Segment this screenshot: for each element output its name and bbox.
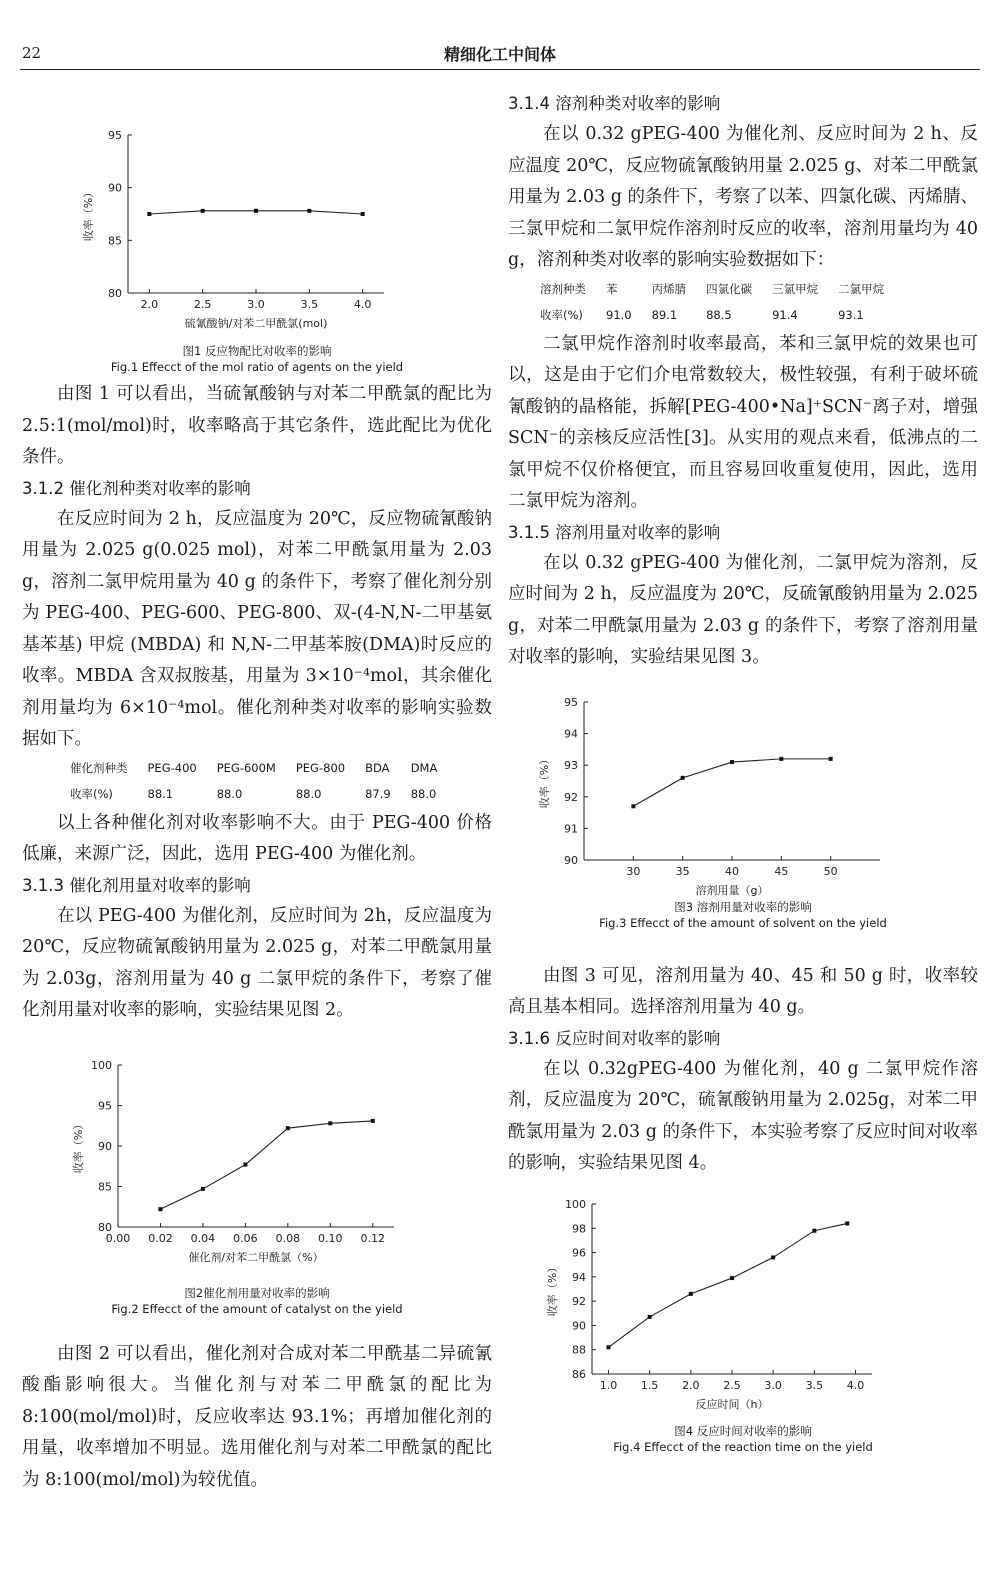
data-point: [779, 756, 783, 760]
table-cell: 88.0: [216, 786, 243, 801]
y-tick-label: 95: [564, 695, 578, 709]
table-cell: PEG-600M: [216, 760, 276, 775]
table-cell: 89.1: [651, 307, 678, 322]
x-tick-label: 1.0: [599, 1378, 618, 1392]
fig3-caption-en: Fig.3 Effecct of the amount of solvent on the yield: [599, 915, 887, 930]
series-line: [160, 1120, 372, 1208]
data-point: [307, 209, 311, 213]
y-tick-label: 90: [98, 1139, 112, 1153]
x-tick-label: 3.5: [300, 298, 319, 311]
data-point: [648, 1314, 652, 1318]
data-point: [771, 1255, 775, 1259]
table-cell: 88.5: [706, 307, 732, 322]
x-tick-label: 1.5: [640, 1378, 659, 1392]
heading-3-1-2: 3.1.2 催化剂种类对收率的影响: [22, 478, 251, 498]
y-tick-label: 100: [91, 1058, 112, 1072]
y-tick-label: 96: [572, 1246, 586, 1260]
data-point: [361, 212, 365, 216]
y-tick-label: 91: [564, 821, 578, 835]
paragraph-fig3-discussion: 由图 3 可见，溶剂用量为 40、45 和 50 g 时，收率较高且基本相同。选择溶剂用量为 40 g。: [508, 965, 978, 1017]
series-line: [608, 1223, 847, 1347]
data-point: [371, 1118, 375, 1122]
x-axis-title: 催化剂/对苯二甲酰氯（%）: [188, 1250, 324, 1264]
fig2-chart: [22, 1045, 492, 1285]
table-cell: 93.1: [838, 307, 864, 322]
data-point: [845, 1221, 849, 1225]
page-header: [0, 0, 1000, 70]
y-tick-label: 80: [108, 287, 122, 300]
paragraph-3-1-4: 在以 0.32 gPEG-400 为催化剂、反应时间为 2 h、反应温度 20℃，反应物硫氰酸钠用量 2.025 g、对苯二甲酰氯用量为 2.03 g 的条件下，考察了以苯、四氯化碳、丙烯腈、三氯甲烷和二氯甲烷作溶剂时反应的收率，溶剂用量均为 40 g，溶剂种类对收率的影响实验数据如下：: [508, 124, 978, 270]
x-tick-label: 2.0: [140, 298, 159, 311]
y-tick-label: 100: [565, 1197, 586, 1211]
x-tick-label: 45: [774, 864, 789, 878]
catalyst-yield-table: [60, 756, 447, 808]
paragraph-3-1-2-conclusion: 以上各种催化剂对收率影响不大。由于 PEG-400 价格低廉，来源广泛，因此，选用 PEG-400 为催化剂。: [22, 812, 492, 864]
x-tick-label: 0.06: [233, 1231, 258, 1245]
page-number: 22: [22, 44, 42, 62]
table-cell: 丙烯腈: [651, 281, 687, 296]
y-tick-label: 94: [564, 727, 578, 741]
paragraph-3-1-3: 在以 PEG-400 为催化剂，反应时间为 2h，反应温度为 20℃，反应物硫氰酸钠用量为 2.025 g，对苯二甲酰氯用量为 2.03g，溶剂用量为 40 g 二氯甲烷的条件下，考察了催化剂用量对收率的影响，实验结果见图 2。: [22, 905, 492, 1020]
table-cell: 收率(%): [540, 307, 583, 322]
x-tick-label: 3.0: [247, 298, 265, 311]
y-tick-label: 94: [572, 1270, 586, 1284]
heading-3-1-6: 3.1.6 反应时间对收率的影响: [508, 1028, 721, 1048]
y-tick-label: 93: [564, 758, 578, 772]
paragraph-3-1-4-conclusion: 二氯甲烷作溶剂时收率最高，苯和三氯甲烷的效果也可以，这是由于它们介电常数较大，极性较强，有利于破坏硫氰酸钠的晶格能，拆解[PEG-400•Na]⁺SCN⁻离子对，增强 SCN⁻的亲核反应活性[3]。从实用的观点来看，低沸点的二氯甲烷不仅价格便宜，而且容易回收重复使用，因此，选用二氯甲烷为溶剂。: [508, 333, 978, 511]
table-cell: 二氯甲烷: [838, 281, 885, 296]
data-point: [829, 756, 833, 760]
x-tick-label: 0.00: [105, 1231, 131, 1245]
table-cell: 88.1: [147, 786, 174, 801]
x-tick-label: 0.12: [360, 1231, 386, 1245]
y-tick-label: 90: [564, 853, 578, 867]
y-tick-label: 80: [98, 1220, 112, 1234]
table-cell: 三氯甲烷: [772, 281, 819, 296]
x-tick-label: 4.0: [846, 1378, 865, 1392]
data-point: [201, 1186, 205, 1190]
x-tick-label: 40: [725, 864, 739, 878]
fig3-chart: [508, 684, 978, 899]
solvent-yield-table: [530, 277, 894, 329]
fig4-caption-cn: 图4 反应时间对收率的影响: [674, 1423, 812, 1438]
table-cell: BDA: [365, 760, 390, 775]
right-column: [508, 85, 978, 1455]
y-tick-label: 90: [108, 181, 122, 195]
figure-2: [22, 1045, 492, 1317]
data-point: [730, 760, 734, 764]
x-axis-title: 硫氰酸钠/对苯二甲酰氯(mol): [184, 317, 328, 330]
header-rule: [20, 69, 980, 70]
journal-title: 精细化工中间体: [443, 45, 556, 64]
table-cell: DMA: [410, 760, 438, 775]
table-cell: 91.4: [772, 307, 798, 322]
table-cell: PEG-800: [295, 760, 346, 775]
figure-4: [508, 1188, 978, 1455]
y-axis-title: 收率（%）: [72, 1118, 85, 1173]
x-tick-label: 0.08: [275, 1231, 301, 1245]
fig2-caption-en: Fig.2 Effecct of the amount of catalyst on the yield: [111, 1301, 403, 1316]
table-row: [60, 782, 447, 808]
data-point: [606, 1345, 610, 1349]
table-cell: 催化剂种类: [70, 760, 128, 775]
data-point: [812, 1228, 816, 1232]
y-tick-label: 86: [572, 1367, 586, 1381]
fig2-caption-cn: 图2催化剂用量对收率的影响: [184, 1285, 330, 1300]
heading-3-1-4: 3.1.4 溶剂种类对收率的影响: [508, 94, 721, 113]
heading-3-1-5: 3.1.5 溶剂用量对收率的影响: [508, 522, 721, 542]
left-column: [22, 85, 492, 1496]
x-tick-label: 35: [675, 864, 690, 878]
y-tick-label: 95: [98, 1099, 112, 1112]
table-cell: 收率(%): [70, 786, 113, 801]
x-tick-label: 2.0: [682, 1378, 700, 1392]
table-row: [60, 756, 447, 782]
figure-3: [508, 684, 978, 931]
y-axis-title: 收率（%）: [538, 753, 551, 808]
x-tick-label: 0.10: [318, 1231, 343, 1245]
x-tick-label: 4.0: [353, 298, 372, 311]
heading-3-1-3: 3.1.3 催化剂用量对收率的影响: [22, 875, 251, 895]
data-point: [158, 1207, 162, 1211]
x-tick-label: 0.04: [190, 1231, 216, 1245]
x-tick-label: 3.0: [764, 1378, 782, 1392]
y-tick-label: 98: [572, 1221, 586, 1235]
y-tick-label: 90: [572, 1318, 586, 1332]
x-tick-label: 3.5: [805, 1378, 824, 1392]
table-cell: 88.0: [295, 786, 322, 801]
y-tick-label: 85: [108, 234, 122, 248]
paragraph-3-1-2: 在反应时间为 2 h，反应温度为 20℃，反应物硫氰酸钠用量为 2.025 g(0.025 mol)，对苯二甲酰氯用量为 2.03 g，溶剂二氯甲烷用量为 40 g 的条件下，考察了催化剂分别为 PEG-400、PEG-600、PEG-800、双-(4-N,N-二甲基氨基苯基) 甲烷 (MBDA) 和 N,N-二甲基苯胺(DMA)时反应的收率。MBDA 含双叔胺基，用量为 3×10⁻⁴mol，其余催化剂用量均为 6×10⁻⁴mol。催化剂种类对收率的影响实验数据如下。: [22, 508, 492, 749]
y-axis-title: 收率（%）: [546, 1261, 559, 1316]
table-cell: 87.9: [365, 786, 391, 801]
data-point: [254, 209, 258, 213]
table-cell: 苯: [606, 281, 618, 296]
y-tick-label: 95: [108, 129, 122, 142]
fig1-chart: [22, 103, 492, 343]
y-tick-label: 92: [564, 790, 578, 804]
fig4-caption-en: Fig.4 Effecct of the reaction time on the yield: [613, 1439, 873, 1454]
x-tick-label: 50: [823, 864, 838, 878]
fig1-caption-en: Fig.1 Effecct of the mol ratio of agents on the yield: [110, 360, 404, 374]
y-tick-label: 85: [98, 1180, 112, 1193]
data-point: [201, 209, 205, 213]
y-tick-label: 92: [572, 1294, 586, 1308]
data-point: [681, 775, 685, 779]
data-point: [147, 212, 151, 216]
paragraph-fig2-discussion: 由图 2 可以看出，催化剂对合成对苯二甲酰基二异硫氰酸酯影响很大。当催化剂与对苯二甲酰氯的配比为 8:100(mol/mol)时，反应收率达 93.1%；再增加催化剂的用量，收率增加不明显。选用催化剂与对苯二甲酰氯的配比为 8:100(mol/mol)为较优值。: [22, 1343, 492, 1490]
x-axis-title: 反应时间（h）: [695, 1397, 769, 1411]
table-cell: 四氯化碳: [706, 281, 753, 296]
table-row: [530, 277, 894, 303]
table-cell: 溶剂种类: [540, 281, 586, 296]
x-tick-label: 2.5: [193, 298, 212, 311]
data-point: [730, 1276, 734, 1280]
data-point: [328, 1121, 332, 1125]
fig4-chart: [508, 1188, 978, 1423]
table-cell: PEG-400: [147, 760, 197, 775]
data-point: [243, 1162, 247, 1166]
table-cell: 88.0: [410, 786, 437, 801]
paragraph-fig1-discussion: 由图 1 可以看出，当硫氰酸钠与对苯二甲酰氯的配比为 2.5:1(mol/mol)时，收率略高于其它条件，选此配比为优化条件。: [22, 384, 492, 467]
paragraph-3-1-5: 在以 0.32 gPEG-400 为催化剂，二氯甲烷为溶剂，反应时间为 2 h，反应温度为 20℃，反硫氰酸钠用量为 2.025 g，对苯二甲酰氯用量为 2.03 g 的条件下，考察了溶剂用量对收率的影响，实验结果见图 3。: [508, 552, 978, 667]
y-axis-title: 收率（%）: [82, 186, 95, 242]
x-tick-label: 30: [626, 864, 641, 878]
figure-1: [22, 103, 492, 373]
fig1-caption-cn: 图1 反应物配比对收率的影响: [182, 344, 332, 358]
table-row: [530, 303, 894, 329]
x-tick-label: 0.02: [148, 1231, 173, 1245]
y-tick-label: 88: [572, 1343, 586, 1357]
data-point: [689, 1291, 693, 1295]
x-axis-title: 溶剂用量（g）: [695, 883, 769, 897]
table-cell: 91.0: [606, 307, 632, 322]
paragraph-3-1-6: 在以 0.32gPEG-400 为催化剂，40 g 二氯甲烷作溶剂，反应温度为 20℃，硫氰酸钠用量为 2.025g，对苯二甲酰氯用量为 2.03 g 的条件下，本实验考察了反应时间对收率的影响，实验结果见图 4。: [508, 1058, 978, 1173]
data-point: [631, 804, 635, 808]
data-point: [286, 1126, 290, 1130]
series-line: [633, 758, 830, 805]
x-tick-label: 2.5: [723, 1378, 741, 1392]
fig3-caption-cn: 图3 溶剂用量对收率的影响: [674, 899, 812, 914]
